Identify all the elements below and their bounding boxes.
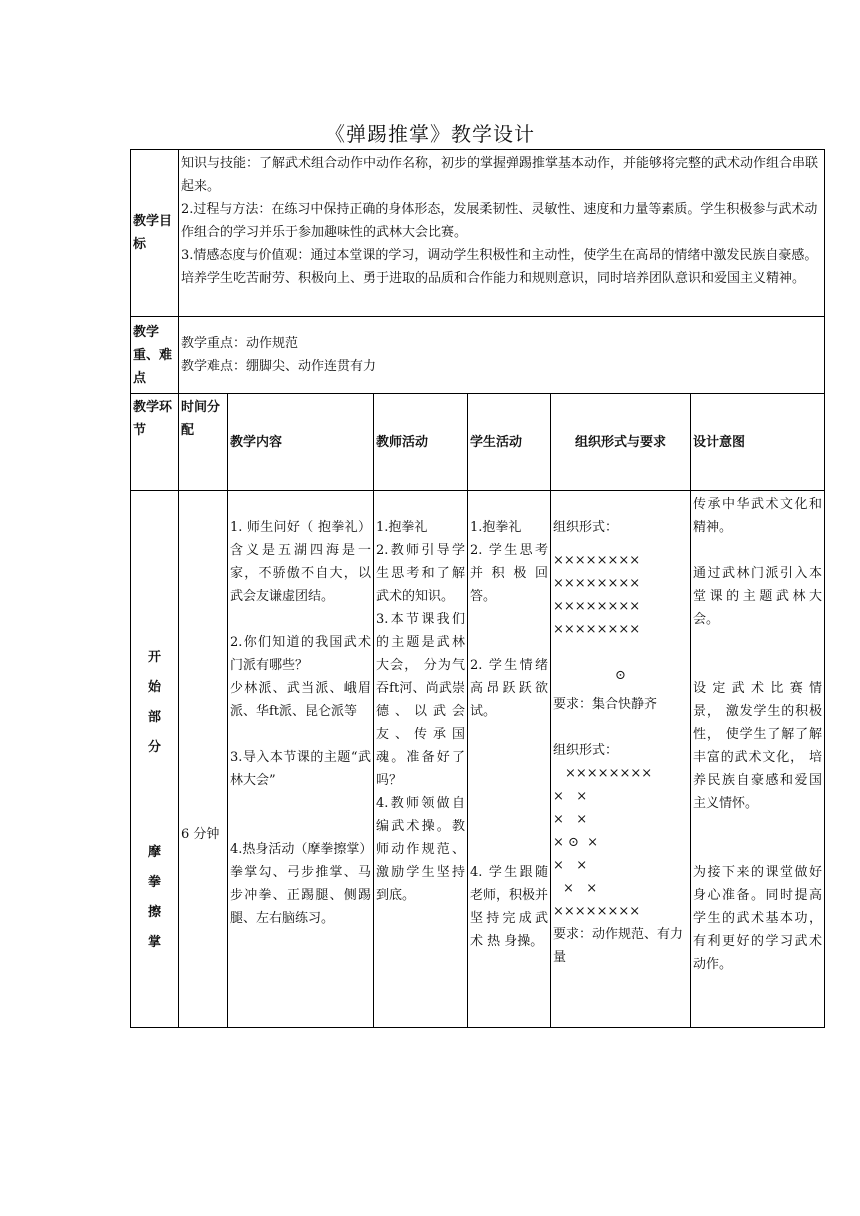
content-schools: 少林派、武当派、峨眉派、华ft派、昆仑派等 bbox=[230, 681, 371, 719]
teacher-activity-4: 4.教师领做自编武术操。教师动作规范、激励学生坚持到底。 bbox=[376, 796, 465, 903]
time-value: 6 分钟 bbox=[181, 827, 220, 842]
content-cell bbox=[228, 491, 374, 1028]
header-stage: 教学环节 bbox=[131, 394, 179, 491]
objective-process: 2.过程与方法：在练习中保持正确的身体形态，发展柔韧性、灵敏性、速度和力量等素质。学生积极参与武术动作组合的学习并乐于参加趣味性的武林大会比赛。 bbox=[181, 202, 818, 240]
content-question: 2.你们知道的我国武术门派有哪些？ bbox=[230, 635, 371, 673]
formation-row: ×××××××× bbox=[553, 622, 641, 637]
time-cell bbox=[179, 491, 228, 1028]
stage-warmup-label: 摩拳擦掌 bbox=[148, 845, 162, 950]
teacher-activity-2: 2.教师引导学生思考和了解武术的知识。 bbox=[376, 543, 465, 604]
teacher-activity-3: 3.本节课我们的主题是武林大会， 分为气吞ft河、尚武崇德、以武会友、传承国魂。准备好了吗？ bbox=[376, 612, 465, 788]
org-requirement-2: 要求：动作规范、有力量 bbox=[553, 927, 684, 965]
intent-4: 为接下来的课堂做好身心准备。同时提高学生的武术基本功， 有利更好的学习武术动作。 bbox=[693, 865, 823, 972]
teaching-difficulty: 教学难点：绷脚尖、动作连贯有力 bbox=[181, 359, 377, 374]
student-cell bbox=[468, 491, 551, 1028]
stage-cell bbox=[131, 491, 179, 1028]
teacher-position-mark: ⊙ bbox=[615, 668, 626, 683]
keypoints-label: 教学重、难点 bbox=[131, 317, 179, 394]
content-greeting: 1. 师生问好（ 抱拳礼）含义是五湖四海是一家，不骄傲不自大，以武会友谦虚团结。 bbox=[230, 520, 371, 604]
intent-3: 设 定 武 术 比 赛 情景， 激发学生的积极性， 使学生了解了解丰富的武术文化， 培养民族自豪感和爱国主义情怀。 bbox=[693, 681, 823, 811]
circle-formation-row: × ⊙ × bbox=[553, 835, 599, 850]
formation-row: ×××××××× bbox=[553, 599, 641, 614]
content-warmup: 4.热身活动（摩拳擦掌） bbox=[230, 842, 373, 857]
org-label-1: 组织形式： bbox=[553, 520, 619, 535]
circle-formation-row: × × bbox=[553, 812, 588, 827]
circle-formation-row: × × bbox=[553, 789, 588, 804]
circle-formation-row: ×××××××× bbox=[553, 904, 641, 919]
org-requirement-1: 要求：集合快静齐 bbox=[553, 697, 658, 712]
teacher-activity-1: 1.抱拳礼 bbox=[376, 520, 428, 535]
org-label-2: 组织形式： bbox=[553, 743, 619, 758]
teacher-cell bbox=[374, 491, 468, 1028]
teaching-focus: 教学重点：动作规范 bbox=[181, 336, 299, 351]
formation-row: ×××××××× bbox=[553, 553, 641, 568]
objectives-content bbox=[179, 150, 825, 317]
keypoints-row bbox=[131, 317, 825, 394]
formation-row: ×××××××× bbox=[553, 576, 641, 591]
circle-formation-row: × × bbox=[563, 881, 598, 896]
content-warmup-moves: 拳掌勾、弓步推掌、马步冲拳、正踢腿、侧踢腿、左右脑练习。 bbox=[230, 865, 371, 926]
keypoints-content bbox=[179, 317, 825, 394]
header-row bbox=[131, 394, 825, 491]
circle-formation-row: ×××××××× bbox=[565, 766, 653, 781]
lesson-row-start bbox=[131, 491, 825, 1028]
student-activity-3: 2. 学生情绪高昂跃跃欲试。 bbox=[470, 658, 548, 719]
student-activity-4: 4. 学生跟随老师，积极并坚持完成武 术 热 身操。 bbox=[470, 865, 549, 949]
student-activity-2: 2. 学生思考并 积 极 回答。 bbox=[470, 543, 548, 604]
intent-cell bbox=[691, 491, 825, 1028]
header-teacher: 教师活动 bbox=[374, 394, 468, 491]
header-time: 时间分配 bbox=[179, 394, 228, 491]
objective-knowledge: 知识与技能：了解武术组合动作中动作名称，初步的掌握弹踢推掌基本动作，并能够将完整的武术动作组合串联起来。 bbox=[181, 156, 819, 194]
header-intent: 设计意图 bbox=[691, 394, 825, 491]
header-content: 教学内容 bbox=[228, 394, 374, 491]
header-org: 组织形式与要求 bbox=[551, 394, 691, 491]
circle-formation-row: × × bbox=[553, 858, 588, 873]
stage-start-label: 开始部分 bbox=[148, 650, 162, 755]
intent-2: 通过武林门派引入本堂课的主题武林大会。 bbox=[693, 566, 823, 627]
lesson-plan-table bbox=[130, 149, 825, 1028]
header-student: 学生活动 bbox=[468, 394, 551, 491]
objectives-row bbox=[131, 150, 825, 317]
content-theme: 3.导入本节课的主题“武林大会” bbox=[230, 750, 371, 788]
intent-1: 传承中华武术文化和精神。 bbox=[693, 497, 823, 535]
document-title: 《弹踢推掌》教学设计 bbox=[325, 122, 535, 146]
student-activity-1: 1.抱拳礼 bbox=[470, 520, 522, 535]
org-cell bbox=[551, 491, 691, 1028]
objective-emotion: 3.情感态度与价值观：通过本堂课的学习，调动学生积极性和主动性，使学生在高昂的情绪中激发民族自豪感。培养学生吃苦耐劳、积极向上、勇于进取的品质和合作能力和规则意识，同时培养团队意识和爱国主义精神。 bbox=[181, 248, 818, 286]
objectives-label: 教学目标 bbox=[131, 150, 179, 317]
